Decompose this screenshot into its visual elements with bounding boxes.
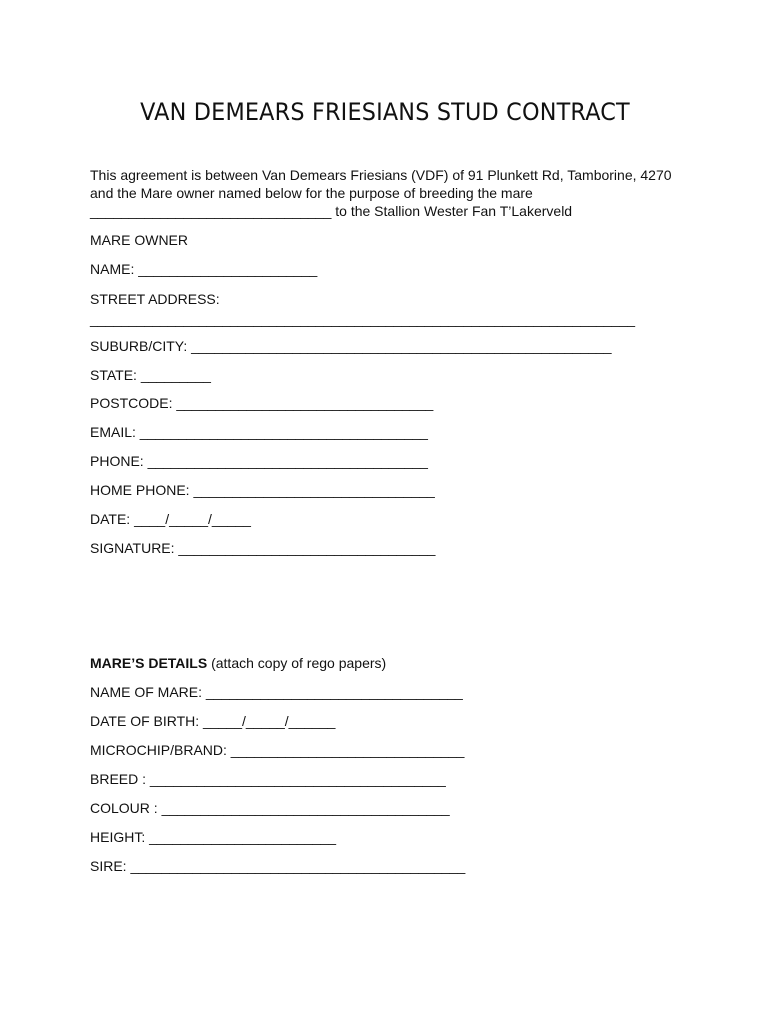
colour-field: COLOUR : _____________________________________ bbox=[90, 800, 450, 816]
breed-field: BREED : ______________________________________ bbox=[90, 771, 446, 787]
document-title: VAN DEMEARS FRIESIANS STUD CONTRACT bbox=[140, 98, 630, 126]
date-field: DATE: ____/_____/_____ bbox=[90, 511, 251, 527]
phone-field: PHONE: ____________________________________ bbox=[90, 453, 428, 469]
postcode-field: POSTCODE: _________________________________ bbox=[90, 395, 434, 411]
microchip-brand-field: MICROCHIP/BRAND: ______________________________ bbox=[90, 742, 465, 758]
mare-name-field: NAME OF MARE: _________________________________ bbox=[90, 684, 463, 700]
suburb-city-field: SUBURB/CITY: ______________________________________________________ bbox=[90, 338, 612, 354]
sire-field: SIRE: ___________________________________________ bbox=[90, 858, 466, 874]
intro-line-3: _______________________________ to the Stallion Wester Fan T’Lakerveld bbox=[90, 203, 573, 219]
owner-name-field: NAME: _______________________ bbox=[90, 261, 318, 277]
mares-details-title: MARE’S DETAILS bbox=[90, 655, 208, 671]
home-phone-field: HOME PHONE: _______________________________ bbox=[90, 482, 435, 498]
mares-details-note: (attach copy of rego papers) bbox=[207, 655, 387, 671]
street-address-label: STREET ADDRESS: bbox=[90, 291, 220, 307]
state-field: STATE: _________ bbox=[90, 367, 211, 383]
mares-details-heading bbox=[90, 654, 386, 672]
signature-field: SIGNATURE: _________________________________ bbox=[90, 540, 436, 556]
date-of-birth-field: DATE OF BIRTH: _____/_____/______ bbox=[90, 713, 336, 729]
email-field: EMAIL: _____________________________________ bbox=[90, 424, 428, 440]
street-address-field: ______________________________________________________________________ bbox=[90, 311, 636, 327]
height-field: HEIGHT: ________________________ bbox=[90, 829, 336, 845]
intro-line-2: and the Mare owner named below for the purpose of breeding the mare bbox=[90, 185, 533, 201]
mare-owner-heading: MARE OWNER bbox=[90, 232, 188, 248]
intro-line-1: This agreement is between Van Demears Friesians (VDF) of 91 Plunkett Rd, Tamborine, 4270 bbox=[90, 167, 672, 183]
